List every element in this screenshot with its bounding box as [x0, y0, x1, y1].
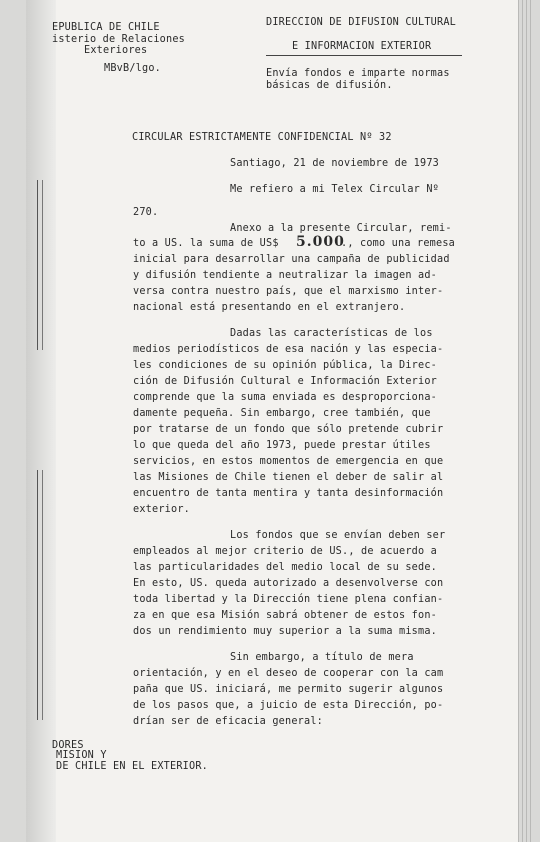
reference-line: Me refiero a mi Telex Circular Nº: [230, 184, 440, 195]
para2-line: lo que queda del año 1973, puede prestar útiles: [133, 440, 431, 451]
page-edge: [530, 0, 531, 842]
para1-line: inicial para desarrollar una campaña de publicidad: [133, 254, 450, 265]
para2-line: servicios, en estos momentos de emergencia en que: [133, 456, 444, 467]
para1-line: nacional está presentando en el extranjero.: [133, 302, 406, 313]
binder-mark: [37, 180, 43, 350]
para2-line: encuentro de tanta mentira y tanta desinformación: [133, 488, 444, 499]
subject-line-1: Envía fondos e imparte normas: [266, 68, 450, 79]
para4-line: Sin embargo, a título de mera: [230, 652, 414, 663]
binder-mark: [37, 470, 43, 720]
addressee-line: MISION Y: [56, 750, 107, 761]
para3-line: toda libertad y la Dirección tiene plena confian-: [133, 594, 444, 605]
para3-line: empleados al mejor criterio de US., de acuerdo a: [133, 546, 438, 557]
para2-line: les condiciones de su opinión pública, la Direc-: [133, 360, 438, 371]
reference-initials: MBvB/lgo.: [104, 63, 162, 74]
addressee-line: DE CHILE EN EL EXTERIOR.: [56, 761, 209, 772]
para3-line: za en que esa Misión sabrá obtener de estos fon-: [133, 610, 438, 621]
reference-number: 270.: [133, 207, 159, 218]
para2-line: medios periodísticos de esa nación y las especia-: [133, 344, 444, 355]
para1-line: Anexo a la presente Circular, remi-: [230, 223, 452, 234]
page-edge: [522, 0, 523, 842]
letterhead-country: EPUBLICA DE CHILE: [52, 22, 160, 33]
para1-line: versa contra nuestro país, que el marxismo inter-: [133, 286, 444, 297]
para2-line: exterior.: [133, 504, 191, 515]
handwritten-amount: 5.000: [296, 234, 345, 250]
para2-line: por tratarse de un fondo que sólo pretende cubrir: [133, 424, 444, 435]
para1-line: y difusión tendiente a neutralizar la imagen ad-: [133, 270, 438, 281]
subject-line-2: básicas de difusión.: [266, 80, 393, 91]
para4-line: orientación, y en el deseo de cooperar con la cam: [133, 668, 444, 679]
page-edge: [526, 0, 527, 842]
para1-line: ., como una remesa: [341, 238, 456, 249]
date-line: Santiago, 21 de noviembre de 1973: [230, 158, 440, 169]
para3-line: Los fondos que se envían deben ser: [230, 530, 446, 541]
circular-title: CIRCULAR ESTRICTAMENTE CONFIDENCIAL Nº 32: [132, 132, 392, 143]
para3-line: En esto, US. queda autorizado a desenvolverse con: [133, 578, 444, 589]
para4-line: drían ser de eficacia general:: [133, 716, 324, 727]
para3-line: dos un rendimiento muy superior a la suma misma.: [133, 626, 438, 637]
letterhead-department-2: E INFORMACION EXTERIOR: [292, 41, 432, 52]
para2-line: damente pequeña. Sin embargo, cree también, que: [133, 408, 431, 419]
letterhead-ministry-2: Exteriores: [84, 45, 148, 56]
para2-line: Dadas las características de los: [230, 328, 433, 339]
para4-line: paña que US. iniciará, me permito sugerir algunos: [133, 684, 444, 695]
para2-line: las Misiones de Chile tienen el deber de salir al: [133, 472, 444, 483]
letterhead-ministry: isterio de Relaciones: [52, 34, 186, 45]
para4-line: de los pasos que, a juicio de esta Dirección, po-: [133, 700, 444, 711]
letterhead-department: DIRECCION DE DIFUSION CULTURAL: [266, 17, 457, 28]
page-edge: [518, 0, 519, 842]
letterhead-rule: [266, 55, 462, 56]
para2-line: ción de Difusión Cultural e Información Exterior: [133, 376, 438, 387]
para2-line: comprende que la suma enviada es desproporciona-: [133, 392, 438, 403]
addressee-line: DORES: [52, 740, 84, 751]
para1-line: to a US. la suma de US$: [133, 238, 279, 249]
para3-line: las particularidades del medio local de su sede.: [133, 562, 438, 573]
